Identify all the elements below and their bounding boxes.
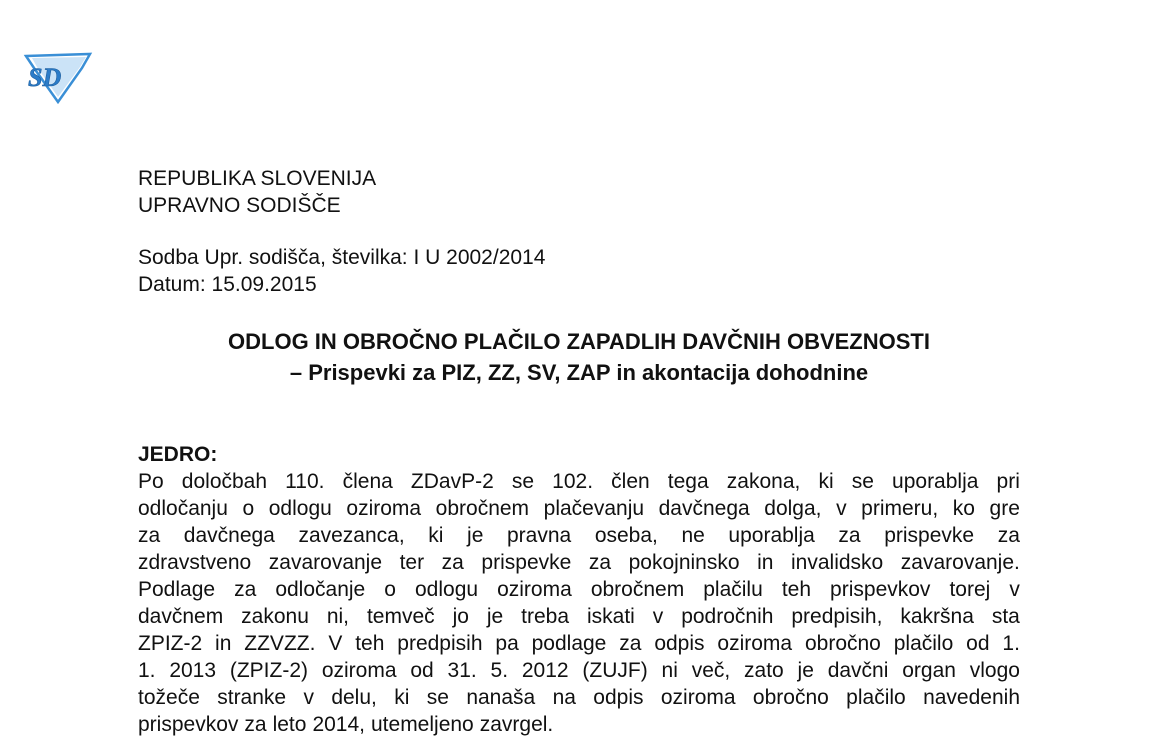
word: podlage bbox=[531, 632, 607, 655]
word: ter bbox=[399, 551, 425, 574]
jedro-line bbox=[138, 711, 1020, 738]
jedro-line bbox=[138, 576, 1020, 603]
word: navedenih bbox=[923, 686, 1020, 709]
word: zato bbox=[744, 659, 784, 682]
word: torej bbox=[949, 578, 991, 601]
word: kakršna bbox=[900, 605, 974, 628]
word: določbah bbox=[181, 470, 268, 493]
word: oziroma bbox=[660, 686, 736, 709]
word: obročno bbox=[752, 686, 829, 709]
word: plačilo bbox=[846, 686, 906, 709]
word: 1. bbox=[138, 659, 156, 682]
word: teh bbox=[355, 632, 385, 655]
word: V bbox=[328, 632, 343, 655]
word: tožeče bbox=[138, 686, 200, 709]
jedro-line bbox=[138, 684, 1020, 711]
word: ZZVZZ. bbox=[244, 632, 316, 655]
word: plačevanju bbox=[543, 497, 645, 520]
word: na bbox=[552, 686, 576, 709]
word: 2014, bbox=[312, 713, 365, 736]
word: člen bbox=[611, 470, 650, 493]
word: plačilu bbox=[703, 578, 763, 601]
word: in bbox=[215, 632, 232, 655]
word: prispevke bbox=[884, 524, 975, 547]
word: uporablja bbox=[892, 470, 979, 493]
word: odločanje bbox=[275, 578, 366, 601]
word: dolga, bbox=[764, 497, 822, 520]
word: predpisih bbox=[397, 632, 483, 655]
word: leto bbox=[272, 713, 307, 736]
word: prispevke bbox=[481, 551, 572, 574]
word: nanaša bbox=[466, 686, 536, 709]
word: v bbox=[1009, 578, 1020, 601]
word: ki bbox=[818, 470, 834, 493]
word: odločanju bbox=[138, 497, 228, 520]
word: za bbox=[997, 524, 1020, 547]
word: vlogo bbox=[969, 659, 1020, 682]
word: zakona, bbox=[726, 470, 801, 493]
word: od bbox=[966, 632, 990, 655]
word: oziroma bbox=[346, 497, 422, 520]
jedro-heading: JEDRO: bbox=[138, 443, 218, 466]
jedro-body bbox=[138, 468, 1020, 738]
word: zavrgel. bbox=[479, 713, 554, 736]
word: temveč bbox=[366, 605, 435, 628]
word: 2013 bbox=[169, 659, 217, 682]
case-date: Datum: 15.09.2015 bbox=[138, 273, 317, 296]
word: oziroma bbox=[497, 578, 572, 601]
word: za bbox=[588, 551, 612, 574]
word: obročnem bbox=[435, 497, 530, 520]
word: prispevkov bbox=[830, 578, 931, 601]
word: ZDavP-2 bbox=[410, 470, 494, 493]
word: odpis bbox=[593, 686, 644, 709]
word: in bbox=[757, 551, 774, 574]
word: primeru, bbox=[861, 497, 939, 520]
word: pokojninsko bbox=[628, 551, 740, 574]
jedro-line bbox=[138, 549, 1020, 576]
word: oseba, bbox=[594, 524, 658, 547]
word: pravna bbox=[507, 524, 572, 547]
word: od bbox=[410, 659, 434, 682]
word: ki bbox=[428, 524, 444, 547]
word: davčni bbox=[827, 659, 889, 682]
word: pri bbox=[996, 470, 1020, 493]
word: več, bbox=[691, 659, 731, 682]
word: iskati bbox=[586, 605, 635, 628]
svg-text:SD: SD bbox=[28, 63, 62, 92]
jedro-line bbox=[138, 522, 1020, 549]
jedro-line bbox=[138, 630, 1020, 657]
word: pa bbox=[495, 632, 519, 655]
word: 2012 bbox=[521, 659, 569, 682]
word: se bbox=[511, 470, 535, 493]
word: v bbox=[303, 686, 314, 709]
word: odpis bbox=[654, 632, 705, 655]
word: se bbox=[426, 686, 449, 709]
word: 5. bbox=[490, 659, 509, 682]
word: za bbox=[234, 578, 257, 601]
word: se bbox=[851, 470, 874, 493]
word: za bbox=[138, 524, 161, 547]
word: za bbox=[244, 713, 267, 736]
word: Po bbox=[138, 470, 164, 493]
word: je bbox=[467, 524, 484, 547]
word: invalidsko bbox=[791, 551, 884, 574]
word: 110. bbox=[285, 470, 325, 493]
word: odlogu bbox=[268, 497, 332, 520]
document-title: ODLOG IN OBROČNO PLAČILO ZAPADLIH DAVČNIH OBVEZNOSTI bbox=[228, 329, 930, 354]
word: 1. bbox=[1002, 632, 1020, 655]
word: ne bbox=[681, 524, 705, 547]
word: o bbox=[384, 578, 396, 601]
word: Podlage bbox=[138, 578, 216, 601]
word: v bbox=[652, 605, 664, 628]
word: oziroma bbox=[321, 659, 397, 682]
word: plačilo bbox=[893, 632, 954, 655]
word: za bbox=[838, 524, 861, 547]
word: o bbox=[242, 497, 255, 520]
jedro-line bbox=[138, 603, 1020, 630]
word: je bbox=[797, 659, 814, 682]
word: zdravstveno bbox=[138, 551, 252, 574]
word: davčnem bbox=[138, 605, 224, 628]
word: ni bbox=[661, 659, 678, 682]
word: odlogu bbox=[414, 578, 479, 601]
word: tega bbox=[667, 470, 709, 493]
court-heading: UPRAVNO SODIŠČE bbox=[138, 194, 341, 217]
word: zavezanca, bbox=[298, 524, 405, 547]
word: prispevkov bbox=[138, 713, 239, 736]
word: organ bbox=[902, 659, 956, 682]
word: 31. bbox=[447, 659, 477, 682]
word: ni, bbox=[326, 605, 349, 628]
word: jo bbox=[452, 605, 469, 628]
word: treba bbox=[521, 605, 570, 628]
word: zavarovanje bbox=[268, 551, 383, 574]
word: člena bbox=[342, 470, 393, 493]
jedro-line bbox=[138, 468, 1020, 495]
word: davčnega bbox=[658, 497, 750, 520]
word: za bbox=[441, 551, 464, 574]
word: (ZPIZ-2) bbox=[229, 659, 309, 682]
word: za bbox=[619, 632, 642, 655]
word: ZPIZ-2 bbox=[138, 632, 203, 655]
word: uporablja bbox=[728, 524, 815, 547]
word: ko bbox=[952, 497, 975, 520]
republic-heading: REPUBLIKA SLOVENIJA bbox=[138, 167, 377, 190]
word: obročno bbox=[804, 632, 881, 655]
word: v bbox=[836, 497, 847, 520]
word: področnih bbox=[681, 605, 774, 628]
word: gre bbox=[989, 497, 1020, 520]
word: obročnem bbox=[590, 578, 685, 601]
word: sta bbox=[991, 605, 1020, 628]
word: delu, bbox=[331, 686, 377, 709]
word: ki bbox=[394, 686, 410, 709]
document-subtitle: – Prispevki za PIZ, ZZ, SV, ZAP in akontacija dohodnine bbox=[289, 360, 869, 385]
word: predpisih, bbox=[791, 605, 883, 628]
word: oziroma bbox=[717, 632, 793, 655]
jedro-line bbox=[138, 657, 1020, 684]
word: je bbox=[486, 605, 504, 628]
word: davčnega bbox=[183, 524, 275, 547]
word: (ZUJF) bbox=[582, 659, 648, 682]
word: 102. bbox=[552, 470, 594, 493]
case-reference: Sodba Upr. sodišča, številka: I U 2002/2014 bbox=[138, 246, 546, 269]
jedro-line bbox=[138, 495, 1020, 522]
word: zavarovanje. bbox=[900, 551, 1020, 574]
word: utemeljeno bbox=[371, 713, 474, 736]
word: stranke bbox=[217, 686, 287, 709]
word: zakonu bbox=[241, 605, 309, 628]
court-emblem-logo bbox=[20, 48, 96, 104]
word: teh bbox=[781, 578, 812, 601]
